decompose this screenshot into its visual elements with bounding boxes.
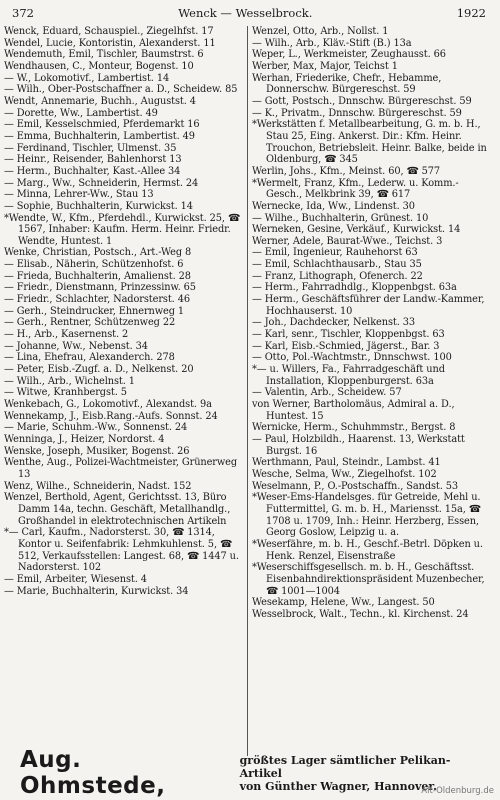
directory-entry: — Ferdinand, Tischler, Ulmenst. 35 (4, 142, 177, 154)
directory-entry: — Herm., Geschäftsführer der Landw.-Kammer, Hochhauserst. 10 (252, 294, 485, 317)
directory-entry: Wenninga, J., Heizer, Nordorst. 4 (4, 433, 165, 445)
page-year: 1922 (456, 6, 486, 20)
directory-entry: Weper, L., Werkmeister, Zeughausst. 66 (252, 49, 446, 61)
directory-entry: — Witwe, Kranhbergst. 5 (4, 387, 127, 399)
directory-entry: — Wilhe., Buchhalterin, Grünest. 10 (252, 212, 429, 224)
directory-entry: Wenzel, Berthold, Agent, Gerichtsst. 13, Büro Damm 14a, techn. Geschäft, Metallhandlg., Großhandel in elektrotechnischen Artikeln (4, 492, 231, 527)
directory-entry: — Friedr., Schlachter, Nadorsterst. 46 (4, 294, 190, 306)
directory-entry: — Gerh., Rentner, Schützenweg 22 (4, 317, 176, 329)
directory-entry: — Gott, Postsch., Dnnschw. Bürgereschst. 59 (252, 95, 472, 107)
directory-entry: — Karl, senr., Tischler, Kloppenbgst. 63 (252, 329, 445, 341)
directory-entry: — Herm., Fahrradhdlg., Kloppenbgst. 63a (252, 282, 457, 294)
directory-entry: — Emil, Arbeiter, Wiesenst. 4 (4, 573, 147, 585)
directory-entry: *Weserschiffsgesellsch. m. b. H., Geschäftsst. Eisenbahndirektionspräsident Muzenbecher, ☎ 1001—1004 (252, 562, 485, 597)
directory-entry: — Karl, Eisb.-Schmied, Jägerst., Bar. 3 (252, 340, 440, 352)
directory-entry: von Werner, Bartholomäus, Admiral a. D., Huntest. 15 (252, 399, 455, 422)
directory-entry: *Wendte, W., Kfm., Pferdehdl., Kurwickst. 25, ☎ 1567, Inhaber: Kaufm. Herm. Heinr. Friedr. Wendte, Huntest. 1 (4, 212, 241, 247)
directory-entry: — Dorette, Ww., Lambertist. 49 (4, 107, 158, 119)
directory-entry: — Emma, Buchhalterin, Lambertist. 49 (4, 130, 195, 142)
directory-entry: — Marie, Buchhalterin, Kurwickst. 34 (4, 585, 189, 597)
directory-entry: Wendemuth, Emil, Tischler, Baumstrst. 6 (4, 49, 204, 61)
directory-entry: — Lina, Ehefrau, Alexanderch. 278 (4, 352, 175, 364)
footer-brand: Aug. Ohmstede, (20, 747, 166, 799)
footer-line-2: von Günther Wagner, Hannover. (239, 779, 437, 793)
page-title: Wenck — Wesselbrock. (178, 6, 313, 20)
directory-entry: Wenzel, Otto, Arb., Nollst. 1 (252, 26, 389, 37)
directory-entry: *Weserfähre, m. b. H., Geschf.-Betrl. Döpken u. Henk. Renzel, Eisenstraße (252, 538, 483, 562)
directory-entry: — Wilh., Arb., Kläv.-Stift (B.) 13a (252, 37, 412, 49)
directory-entry: — H., Arb., Kasernenst. 2 (4, 329, 129, 341)
directory-entry: Werber, Max, Major, Teichst 1 (252, 60, 398, 72)
directory-entry: Wenz, Wilhe., Schneiderin, Nadst. 152 (4, 480, 192, 492)
directory-entry: Wendhausen, C., Monteur, Bogenst. 10 (4, 60, 194, 72)
directory-entry: — Joh., Dachdecker, Nelkenst. 33 (252, 317, 416, 329)
directory-entry: — Elisab., Näherin, Schützenhofst. 6 (4, 259, 184, 271)
footer-line-1: größtes Lager sämtlicher Pelikan-Artikel (239, 753, 451, 780)
directory-entry: Werneken, Gesine, Verkäuf., Kurwickst. 14 (252, 224, 461, 236)
right-column (252, 26, 490, 620)
directory-entry: Wenck, Eduard, Schauspiel., Ziegelhfst. 17 (4, 26, 214, 37)
directory-entry: Wernicke, Herm., Schuhmmstr., Bergst. 8 (252, 422, 456, 434)
directory-entry: — Sophie, Buchhalterin, Kurwickst. 14 (4, 200, 193, 212)
directory-entry: — Marie, Schuhm.-Ww., Sonnenst. 24 (4, 422, 188, 434)
directory-entry: Werhan, Friederike, Chefr., Hebamme, Donnerschw. Bürgereschst. 59 (252, 72, 442, 96)
directory-entry: *— Carl, Kaufm., Nadorsterst. 30, ☎ 1314, Kontor u. Seifenfabrik: Lehmkuhlenst. 5, ☎ 512, Verkaufsstellen: Langest. 68, ☎ 1447 u. Nadorsterst. 102 (4, 527, 239, 574)
directory-entry: — Wilh., Ober-Postschaffner a. D., Scheidew. 85 (4, 84, 238, 96)
directory-entry: — Otto, Pol.-Wachtmstr., Dnnschwst. 100 (252, 352, 452, 364)
directory-entry: Wenke, Christian, Postsch., Art.-Weg 8 (4, 247, 192, 259)
watermark: Alt-Oldenburg.de (421, 786, 494, 796)
directory-entry: Wenthe, Aug., Polizei-Wachtmeister, Grünerweg 13 (4, 457, 238, 480)
directory-entry: — Friedr., Dienstmann, Prinzessinw. 65 (4, 282, 196, 294)
directory-entry: Wennekamp, J., Eisb.Rang.-Aufs. Sonnst. 24 (4, 410, 218, 422)
directory-entry: Werthmann, Paul, Steindr., Lambst. 41 (252, 457, 441, 469)
directory-entry: Werner, Adele, Baurat-Wwe., Teichst. 3 (252, 235, 443, 247)
directory-entry: Wendt, Annemarie, Buchh., Augustst. 4 (4, 95, 196, 107)
directory-entry: — Valentin, Arb., Scheidew. 57 (252, 387, 402, 399)
directory-entry: Wenkebach, G., Lokomotivf., Alexandst. 9a (4, 399, 212, 410)
directory-entry: — Minna, Lehrer-Ww., Stau 13 (4, 189, 154, 201)
directory-entry: — Frieda, Buchhalterin, Amalienst. 28 (4, 270, 191, 282)
directory-entry: Weselmann, P., O.-Postschaffn., Sandst. 53 (252, 480, 459, 492)
directory-entry: — Emil, Ingenieur, Rauhehorst 63 (252, 247, 418, 259)
directory-entry: Wenske, Joseph, Musiker, Bogenst. 26 (4, 445, 190, 457)
directory-entry: — Franz, Lithograph, Ofenerch. 22 (252, 270, 423, 282)
directory-entry: — Herm., Buchhalter, Kast.-Allee 34 (4, 165, 181, 177)
directory-entry: Wesche, Selma, Ww., Ziegelhofst. 102 (252, 468, 437, 480)
directory-entry: *Weser-Ems-Handelsges. für Getreide, Mehl u. Futtermittel, G. m. b. H., Mariensst. 15a, ☎ 1708 u. 1709, Inh.: Heinr. Herzberg, Essen, Georg Goslow, Leipzig u. a. (252, 492, 481, 539)
column-divider (247, 26, 248, 756)
directory-entry: — Wilh., Arb., Wichelnst. 1 (4, 375, 135, 387)
directory-entry: — Peter, Eisb.-Zugf. a. D., Nelkenst. 20 (4, 364, 194, 376)
page-header (12, 4, 486, 22)
directory-entry: — Marg., Ww., Schneiderin, Hermst. 24 (4, 177, 199, 189)
directory-entry: Wesekamp, Helene, Ww., Langest. 50 (252, 597, 435, 609)
directory-entry: *Werkstätten f. Metallbearbeitung, G. m. b. H., Stau 25, Eing. Ankerst. Dir.: Kfm. Heinr. Trouchon, Betriebsleit. Heinr. Balke, beide in Oldenburg, ☎ 345 (252, 119, 487, 166)
directory-entry: *— u. Willers, Fa., Fahrradgeschäft und Installation, Kloppenburgerst. 63a (252, 364, 445, 387)
directory-entry: Wernecke, Ida, Ww., Lindenst. 30 (252, 200, 415, 212)
directory-entry: — Emil, Kesselschmied, Pferdemarkt 16 (4, 119, 200, 131)
directory-entry: Werlin, Johs., Kfm., Meinst. 60, ☎ 577 (252, 165, 441, 177)
directory-entry: — Emil, Schlachthausarb., Stau 35 (252, 259, 422, 271)
left-column (4, 26, 242, 597)
directory-entry: — W., Lokomotivf., Lambertist. 14 (4, 72, 170, 84)
directory-entry: Wesselbrock, Walt., Techn., kl. Kirchenst. 24 (252, 608, 469, 620)
directory-entry: — K., Privatm., Dnnschw. Bürgereschst. 59 (252, 107, 462, 119)
directory-entry: *Wermelt, Franz, Kfm., Lederw. u. Komm.-Gesch., Melkbrink 39, ☎ 617 (252, 177, 459, 201)
directory-entry: — Paul, Holzbildh., Haarenst. 13, Werkstatt Burgst. 16 (252, 433, 465, 457)
directory-entry: Wendel, Lucie, Kontoristin, Alexanderst. 11 (4, 37, 216, 49)
page-number: 372 (12, 6, 34, 20)
directory-entry: — Gerh., Steindrucker, Ehnernweg 1 (4, 305, 185, 317)
directory-entry: — Johanne, Ww., Nebenst. 34 (4, 340, 148, 352)
directory-entry: — Heinr., Reisender, Bahlenhorst 13 (4, 154, 182, 166)
